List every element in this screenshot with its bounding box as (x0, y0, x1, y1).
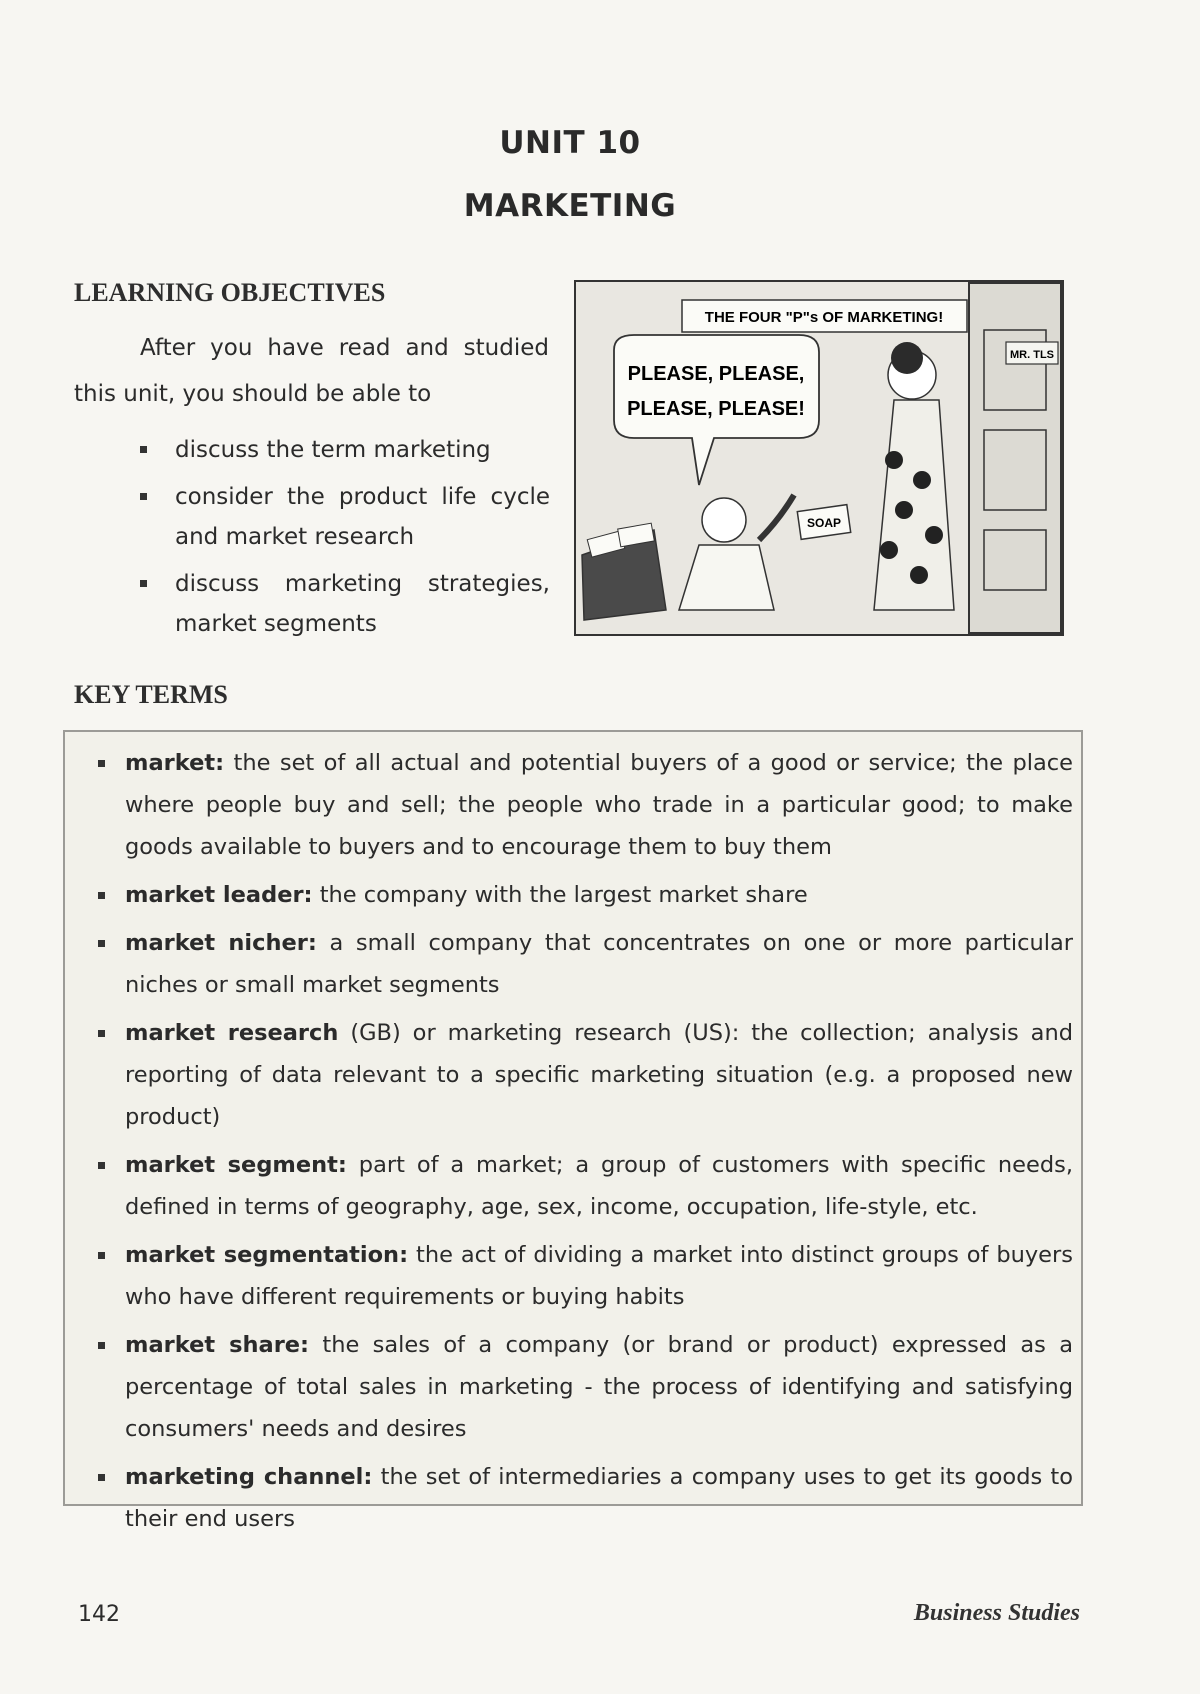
objective-item: consider the product life cycle and market research (130, 477, 550, 557)
key-term-item (125, 1456, 1073, 1540)
key-term-item (125, 922, 1073, 1006)
unit-number: UNIT 10 (499, 125, 641, 161)
term-definition: a small company that concentrates on one or more particular niches or small market segments (125, 930, 1073, 998)
objective-item: discuss marketing strategies, market segments (130, 564, 550, 644)
term-name: market research (125, 1020, 339, 1046)
term-name: marketing channel: (125, 1464, 373, 1490)
key-term-item (125, 1324, 1073, 1450)
book-title: Business Studies (913, 1600, 1080, 1626)
term-name: market share: (125, 1332, 310, 1358)
term-definition: the set of intermediaries a company uses to get its goods to their end users (125, 1464, 1074, 1532)
cartoon-sign-text: THE FOUR "P"s OF MARKETING! (704, 309, 944, 326)
key-term-item (125, 1234, 1073, 1318)
term-definition: the set of all actual and potential buyers of a good or service; the place where people buy and sell; the people who trade in a particular good; to make goods available to buyers and to encourage them to buy them (125, 750, 1073, 860)
marketing-cartoon (574, 280, 1064, 636)
chapter-title: MARKETING (463, 188, 677, 224)
term-definition: part of a market; a group of customers with specific needs, defined in terms of geography, age, sex, income, occupation, life-style, etc. (125, 1152, 1074, 1220)
key-term-item (125, 1012, 1073, 1138)
key-term-item (125, 1144, 1073, 1228)
term-name: market segmentation: (125, 1242, 409, 1268)
key-term-item (125, 874, 1073, 916)
key-terms-list (125, 742, 1073, 1546)
door-plate-text: MR. TLS (1010, 349, 1054, 361)
objective-item: discuss the term marketing (130, 430, 550, 470)
learning-objectives-heading: LEARNING OBJECTIVES (74, 278, 386, 307)
key-term-item (125, 742, 1073, 868)
soap-label: SOAP (806, 516, 842, 530)
term-definition: the company with the largest market share (319, 882, 808, 908)
objectives-list (130, 430, 550, 651)
key-terms-heading: KEY TERMS (74, 680, 228, 709)
term-name: market segment: (125, 1152, 347, 1178)
term-name: market: (125, 750, 225, 776)
key-terms-box (63, 730, 1083, 1532)
term-name: market leader: (125, 882, 313, 908)
term-definition: the sales of a company (or brand or product) expressed as a percentage of total sales in marketing - the process of identifying and satisfying consumers' needs and desires (125, 1332, 1073, 1442)
term-name: market nicher: (125, 930, 317, 956)
speech-line-2: PLEASE, PLEASE! (627, 398, 805, 420)
learning-objectives-intro: After you have read and studied this unit, you should be able to (74, 335, 549, 407)
speech-line-1: PLEASE, PLEASE, (627, 363, 805, 385)
page-number: 142 (78, 1602, 120, 1627)
term-definition: (GB) or marketing research (US): the collection; analysis and reporting of data relevant to a specific marketing situation (e.g. a proposed new product) (125, 1020, 1074, 1130)
term-definition: the act of dividing a market into distinct groups of buyers who have different requirements or buying habits (125, 1242, 1074, 1310)
